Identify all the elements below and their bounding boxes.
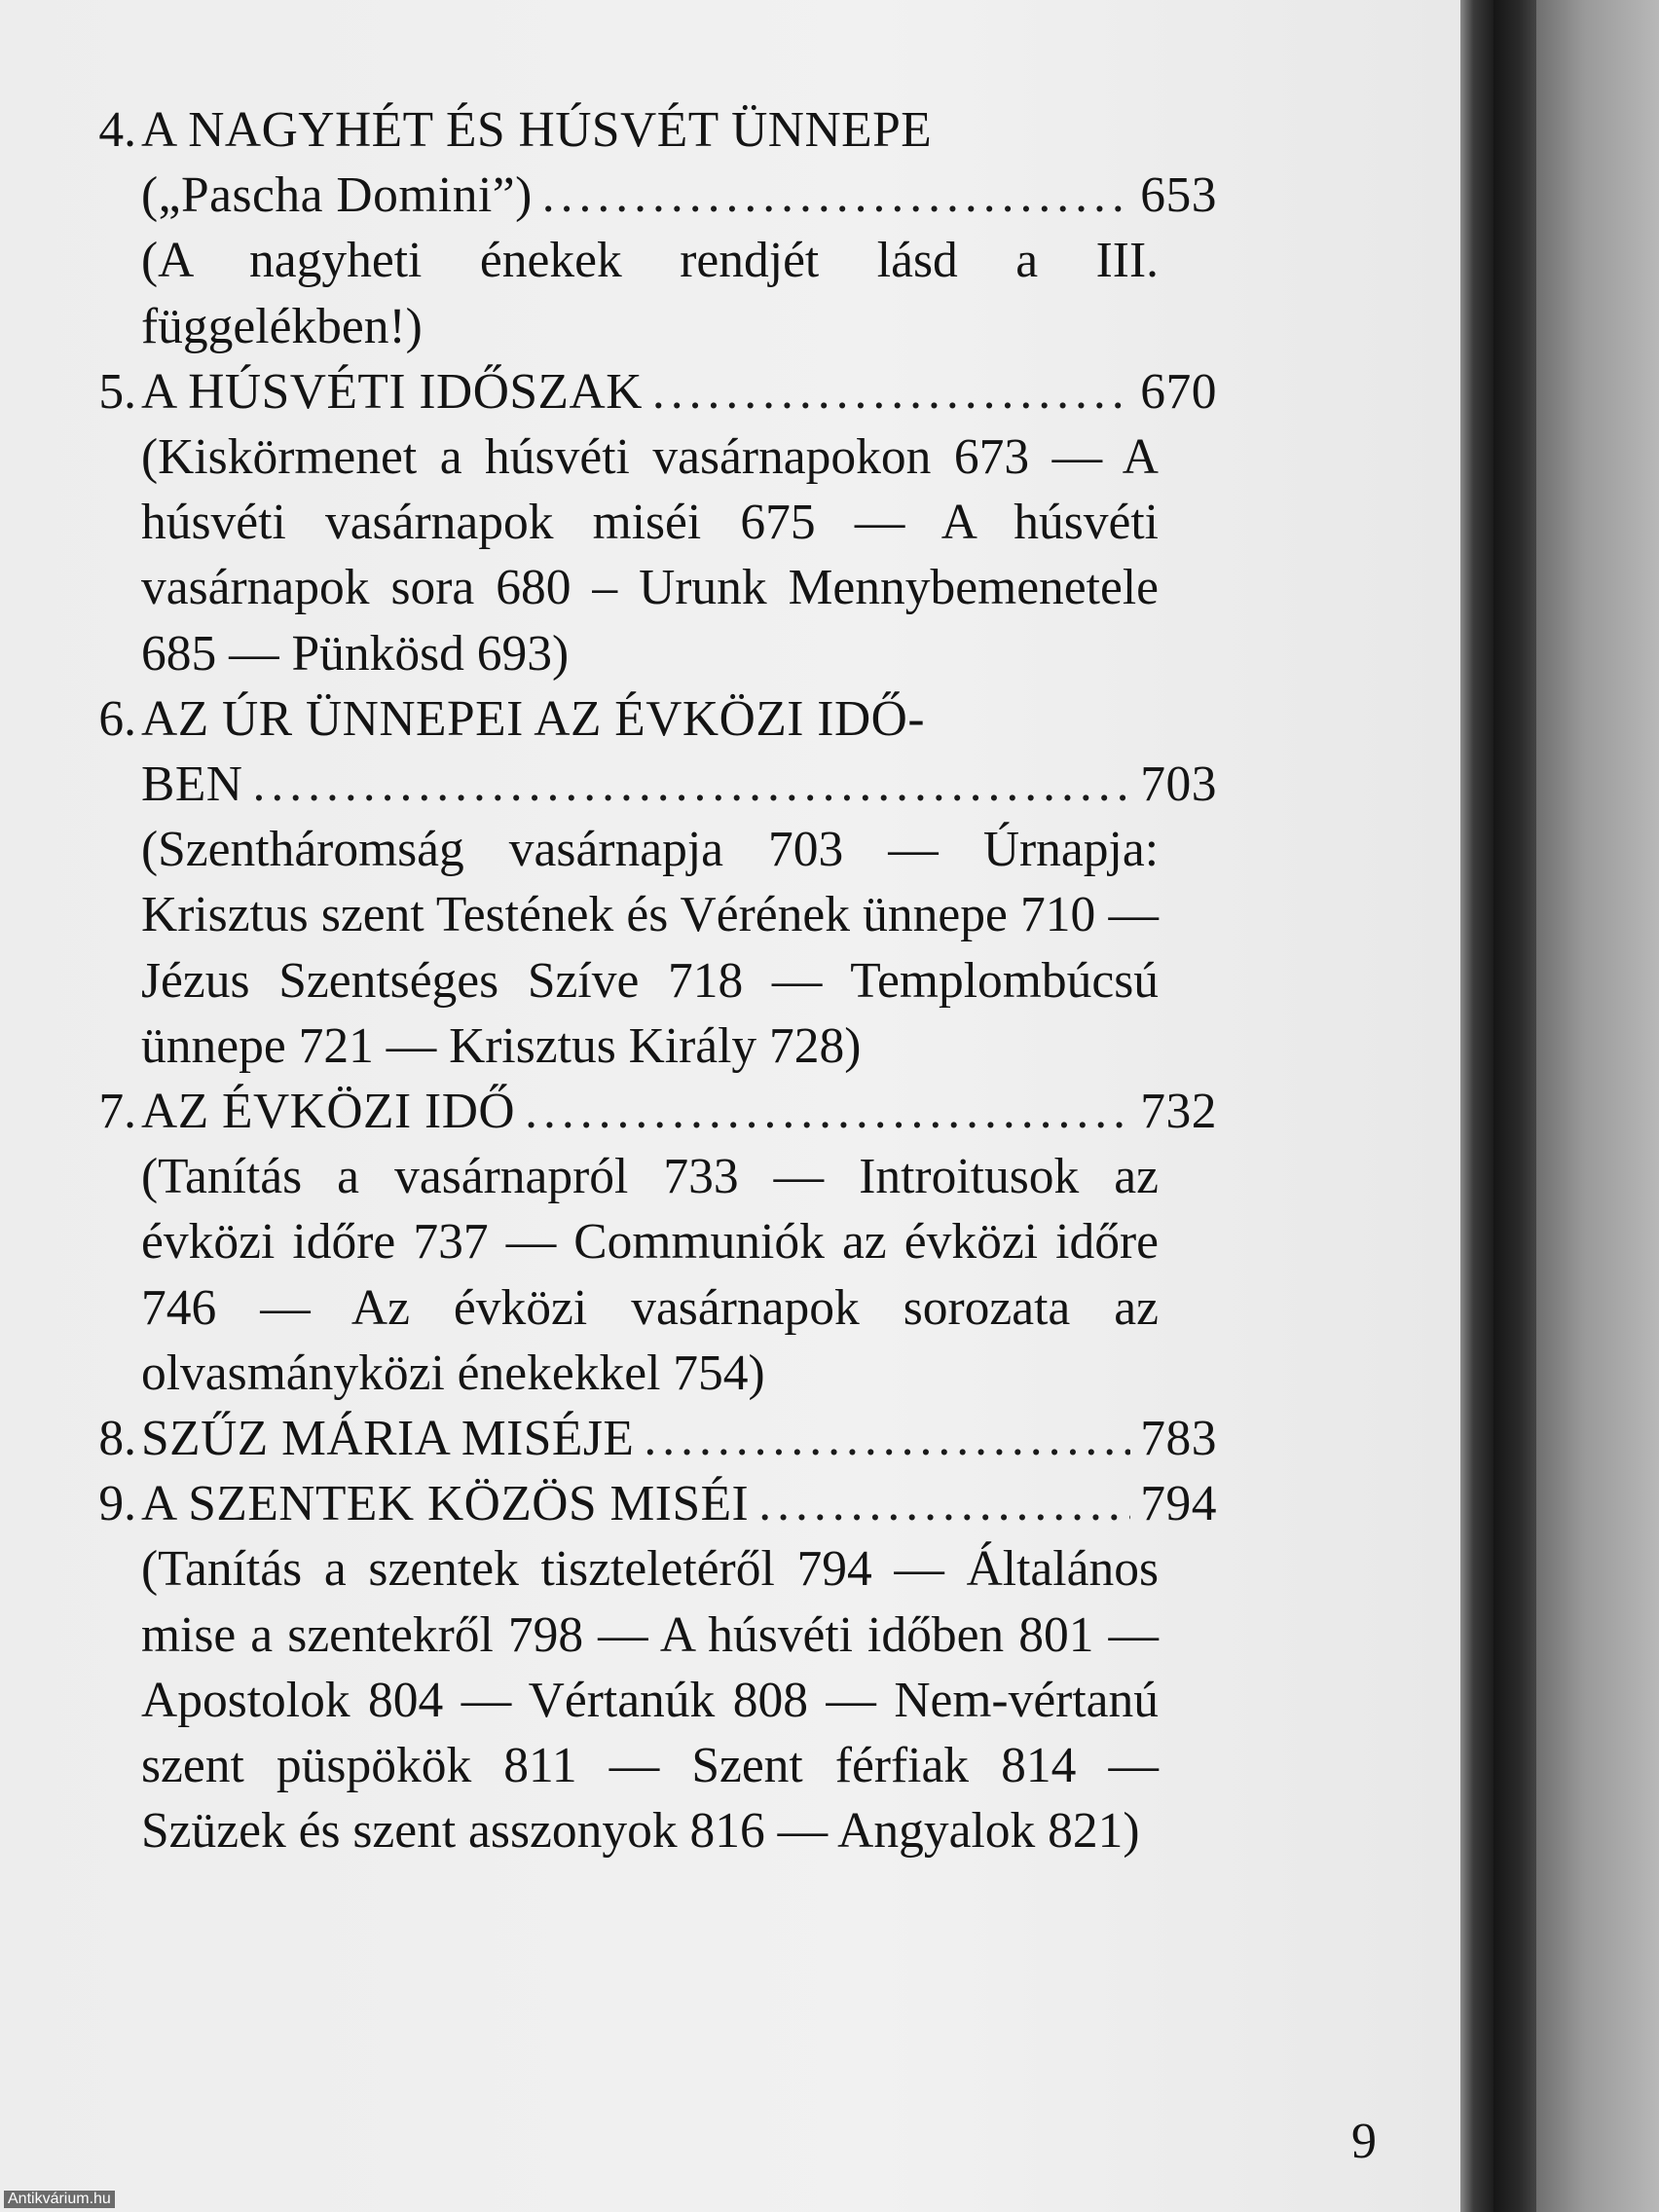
entry-title-line: AZ ÚR ÜNNEPEI AZ ÉVKÖZI IDŐ-	[141, 690, 925, 747]
entry-description: (Tanítás a szentek tiszteletéről 794 — Általános mise a szentekről 798 — A húsvéti időben 801 — Apostolok 804 — Vértanúk 808 — Nem-vértanú szent püspökök 811 — Szent férfiak 814 — Szüzek és szent asszonyok 816 — Angyalok 821)	[141, 1541, 1159, 1860]
toc-entry-9	[58, 1471, 1217, 1863]
entry-number: 9.	[98, 1476, 136, 1532]
toc-entry-6	[58, 686, 1217, 1079]
dot-leader	[525, 1079, 1130, 1144]
entry-heading-last	[141, 359, 1217, 424]
background-surface	[1536, 0, 1659, 2212]
page-folio-number: 9	[1351, 2114, 1377, 2169]
dot-leader	[644, 1406, 1130, 1471]
entry-number: 8.	[98, 1411, 136, 1467]
entry-heading-last	[141, 163, 1217, 228]
entry-title-line: AZ ÉVKÖZI IDŐ	[141, 1084, 516, 1140]
entry-page-number: 653	[1140, 167, 1217, 224]
dot-leader	[758, 1471, 1130, 1536]
entry-page-number: 783	[1140, 1411, 1217, 1467]
toc-entry-5	[58, 359, 1217, 686]
watermark-label: Antikvárium.hu	[4, 2191, 115, 2208]
entry-page-number: 703	[1140, 756, 1217, 813]
dot-leader	[652, 359, 1130, 424]
entry-page-number: 670	[1140, 363, 1217, 420]
entry-description: (A nagyheti énekek rendjét lásd a III. függelékben!)	[141, 233, 1159, 354]
toc-entry-4	[58, 97, 1217, 359]
entry-heading	[141, 97, 1217, 163]
entry-number: 7.	[98, 1084, 136, 1140]
book-cover-edge	[1493, 0, 1536, 2212]
table-of-contents	[58, 97, 1217, 1863]
entry-title-line: A NAGYHÉT ÉS HÚSVÉT ÜNNEPE	[141, 102, 933, 158]
entry-heading-last	[141, 1406, 1217, 1471]
entry-number: 6.	[98, 690, 136, 747]
toc-entry-7	[58, 1079, 1217, 1406]
entry-heading-last	[141, 752, 1217, 817]
entry-number: 4.	[98, 102, 136, 158]
entry-page-number: 794	[1140, 1476, 1217, 1532]
page-edge-shadow	[1460, 0, 1493, 2212]
entry-page-number: 732	[1140, 1084, 1217, 1140]
entry-title-line: BEN	[141, 756, 243, 813]
dot-leader	[253, 752, 1131, 817]
entry-description: (Kiskörmenet a húsvéti vasárnapokon 673 — A húsvéti vasárnapok miséi 675 — A húsvéti vasárnapok sora 680 – Urunk Mennybemenetele 685 — Pünkösd 693)	[141, 429, 1159, 682]
toc-entry-8	[58, 1406, 1217, 1471]
entry-description: (Szentháromság vasárnapja 703 — Úrnapja: Krisztus szent Testének és Vérének ünnepe 710 — Jézus Szentséges Szíve 718 — Templombúcsú ünnepe 721 — Krisztus Király 728)	[141, 822, 1159, 1074]
entry-heading	[141, 686, 1217, 752]
entry-title-line: A HÚSVÉTI IDŐSZAK	[141, 363, 643, 420]
dot-leader	[542, 163, 1130, 228]
entry-number: 5.	[98, 363, 136, 420]
entry-description: (Tanítás a vasárnapról 733 — Introitusok az évközi időre 737 — Communiók az évközi időre 746 — Az évközi vasárnapok sorozata az olvasmányközi énekekkel 754)	[141, 1149, 1159, 1401]
entry-title-line: („Pascha Domini”)	[141, 167, 533, 224]
entry-heading-last	[141, 1079, 1217, 1144]
entry-title-line: A SZENTEK KÖZÖS MISÉI	[141, 1476, 750, 1532]
entry-title-line: SZŰZ MÁRIA MISÉJE	[141, 1411, 635, 1467]
entry-heading-last	[141, 1471, 1217, 1536]
